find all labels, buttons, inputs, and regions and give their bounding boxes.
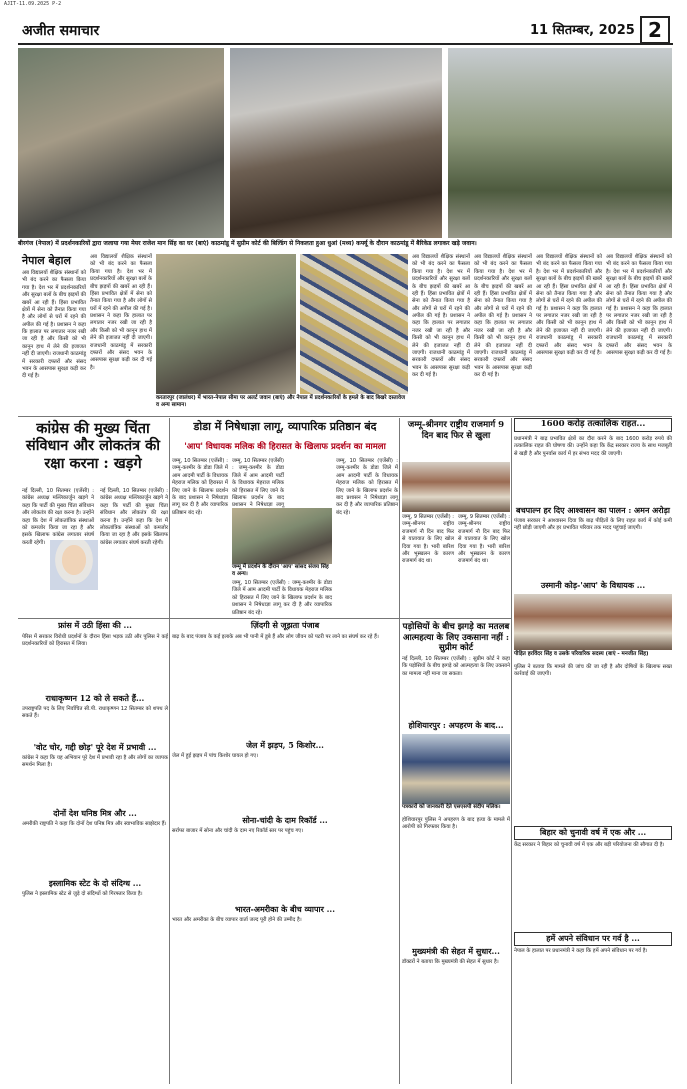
highway-text-col2: जम्मू, 9 सितम्बर (एजेंसी) : जम्मू-श्रीनगर राष्ट्रीय राजमार्ग नौ दिन बाद फिर से यातायात के लिए खोल दिया गया है। भारी बारिश और भूस्खलन के कारण राजमार्ग बंद था। <box>458 514 510 565</box>
vp-text: उपराष्ट्रपति पद के लिए निर्वाचित सी.पी. राधाकृष्णन 12 सितम्बर को शपथ ले सकते हैं। <box>22 706 168 720</box>
doda-caption: जम्मू में प्रदर्शन के दौरान 'आप' सांसद संजय सिंह व अन्य। <box>232 564 329 578</box>
doda-headline: डोडा में निषेधाज्ञा लागू, व्यापारिक प्रतिष्ठान बंद <box>193 420 377 433</box>
highway-headline: जम्मू-श्रीनगर राष्ट्रीय राजमार्ग 9 दिन बाद फिर से खुला <box>407 420 505 441</box>
jail-text: जेल में हुई झड़प में पांच किशोर घायल हो गए। <box>172 753 259 759</box>
punjab-text: बाढ़ के बाद पंजाब के कई इलाके अब भी पानी में डूबे हैं और लोग जीवन को पटरी पर लाने का संघर्ष कर रहे हैं। <box>172 634 379 640</box>
photo-scattered-documents <box>300 254 408 394</box>
india-us-headline: भारत-अमरीका के बीच व्यापार ... <box>235 904 335 914</box>
cm-headline: मुख्यमंत्री की सेहत में सुधार... <box>412 946 500 956</box>
photo-kharge-portrait <box>50 540 98 590</box>
vp-headline: राधाकृष्णन 12 को ले सकते हैं... <box>45 693 145 703</box>
doda-text-col3: जम्मू, 10 सितम्बर (एजेंसी) : जम्मू-कश्मीर के डोडा जिले में आम आदमी पार्टी के विधायक मेहराज मलिक को हिरासत में लिए जाने के खिलाफ प्रदर्शन के बाद प्रशासन ने निषेधाज्ञा लागू कर दी है और व्यापारिक प्रतिष्ठान बंद रहे। <box>232 580 332 616</box>
doda-text-col1: जम्मू, 10 सितम्बर (एजेंसी) : जम्मू-कश्मीर के डोडा जिले में आम आदमी पार्टी के विधायक मेहराज मलिक को हिरासत में लिए जाने के खिलाफ प्रदर्शन के बाद प्रशासन ने निषेधाज्ञा लागू कर दी है और व्यापारिक प्रतिष्ठान बंद रहे। <box>172 458 228 516</box>
supreme-court-text: नई दिल्ली, 10 सितम्बर (एजेंसी) : सुप्रीम कोर्ट ने कहा कि पड़ोसियों के बीच झगड़े को आत्महत्या के लिए उकसाने का मामला नहीं माना जा सकता। <box>402 656 510 677</box>
kharge-text-col1: नई दिल्ली, 10 सितम्बर (एजेंसी) : कांग्रेस अध्यक्ष मल्लिकार्जुन खड़गे ने कहा कि पार्टी की मुख्य चिंता संविधान और लोकतंत्र की रक्षा करना है। उन्होंने कहा कि देश में लोकतांत्रिक संस्थाओं को कमजोर किया जा रहा है और इसके खिलाफ कांग्रेस लगातार संघर्ष करती रहेगी। <box>22 488 94 546</box>
gold-text: सर्राफा बाजार में सोना और चांदी के दाम नए रिकॉर्ड स्तर पर पहुंच गए। <box>172 828 304 834</box>
bihar-headline: बिहार को चुनावी वर्ष में एक और ... <box>514 826 672 840</box>
photo-highway <box>402 462 510 512</box>
paper-name: अजीत समाचार <box>22 23 100 39</box>
constitution-text: नेपाल के हालात पर प्रधानमंत्री ने कहा कि हमें अपने संविधान पर गर्व है। <box>514 948 648 954</box>
bihar-text: केंद्र सरकार ने बिहार को चुनावी वर्ष में एक और बड़ी परियोजना की सौगात दी है। <box>514 842 665 848</box>
kharge-headline: कांग्रेस की मुख्य चिंता संविधान और लोकतंत्र की रक्षा करना : खड़गे <box>25 420 161 472</box>
usmania-text: पुलिस ने बताया कि मामले की जांच की जा रही है और दोषियों के खिलाफ सख्त कार्रवाई की जाएगी। <box>514 664 672 678</box>
photo-supreme-court-smoke <box>230 48 442 238</box>
gold-headline: सोना-चांदी के दाम रिकॉर्ड ... <box>242 815 328 825</box>
hoshiarpur-caption: पत्रकारों को जानकारी देते एसएसपी संदीप मलिक। <box>402 804 501 810</box>
masthead-rule <box>18 43 673 45</box>
islamic-state-text: पुलिस ने इस्लामिक स्टेट से जुड़े दो संदिग्धों को गिरफ्तार किया है। <box>22 891 143 897</box>
section-rule <box>18 416 672 417</box>
hoshiarpur-text: होशियारपुर पुलिस ने अपहरण के बाद हत्या के मामले में आरोपी को गिरफ्तार किया है। <box>402 817 510 831</box>
relief-headline: 1600 करोड़ तत्कालिक राहत... <box>514 418 672 432</box>
photo-hoshiarpur-ssp <box>402 734 510 804</box>
doda-kicker: 'आप' विधायक मलिक की हिरासत के खिलाफ प्रदर्शन का मामला <box>184 442 386 452</box>
photo-birgunj-house <box>18 48 224 238</box>
photo-kathmandu-barricade <box>448 48 672 238</box>
kharge-text-col2: नई दिल्ली, 10 सितम्बर (एजेंसी) : कांग्रेस अध्यक्ष मल्लिकार्जुन खड़गे ने कहा कि पार्टी की मुख्य चिंता संविधान और लोकतंत्र की रक्षा करना है। उन्होंने कहा कि देश में लोकतांत्रिक संस्थाओं को कमजोर किया जा रहा है और इसके खिलाफ कांग्रेस लगातार संघर्ष करती रहेगी। <box>100 488 168 546</box>
usmania-caption: पीड़ित हरविंदर सिंह व उसके परिवारिक सदस्य (बाएं - मनजीत सिंह) <box>514 651 649 657</box>
vote-chor-headline: 'वोट चोर, गद्दी छोड़' पूरे देश में प्रभावी ... <box>33 742 157 752</box>
nepal-text-col6: अब विद्यालयों शैक्षिक संस्थानों को भी बंद करने का फैसला किया गया है। देश भर में प्रदर्शनकारियों और सुरक्षा बलों के बीच झड़पों की खबरें आ रही हैं। हिंसा प्रभावित क्षेत्रों में सेना को तैनात किया गया है और लोगों से घरों में रहने की अपील की गई है। प्रशासन ने कहा कि हालात पर लगातार नजर रखी जा रही है और किसी को भी कानून हाथ में लेने की इजाजत नहीं दी जाएगी। राजधानी काठमांडू में सरकारी दफ्तरों और संसद भवन के आसपास सुरक्षा कड़ी कर दी गई है। <box>606 254 672 356</box>
usmania-headline: उस्मानी कोड़-'आप' के विधायक ... <box>540 580 646 590</box>
islamic-state-headline: इस्लामिक स्टेट के दो संदिग्ध ... <box>48 878 142 888</box>
cm-text: डॉक्टरों ने बताया कि मुख्यमंत्री की सेहत में सुधार है। <box>402 959 499 965</box>
issue-date: 11 सितम्बर, 2025 <box>530 23 635 38</box>
top-caption: बीरगंज (नेपाल) में प्रदर्शनकारियों द्वारा जलाया गया मेयर राजेश मान सिंह का घर (बाएं) काठमांडू में सुप्रीम कोर्ट की बिल्डिंग से निकलता हुआ धुआं (मध्य) कर्फ्यू के दौरान काठमांडू में बैरिकेड लगाकर खड़े जवान। <box>18 240 477 247</box>
column-rule <box>169 418 170 1084</box>
column-rule <box>511 418 512 1084</box>
nepal-text-col2: अब विद्यालयों शैक्षिक संस्थानों को भी बंद करने का फैसला किया गया है। देश भर में प्रदर्शनकारियों और सुरक्षा बलों के बीच झड़पों की खबरें आ रही हैं। हिंसा प्रभावित क्षेत्रों में सेना को तैनात किया गया है और लोगों से घरों में रहने की अपील की गई है। प्रशासन ने कहा कि हालात पर लगातार नजर रखी जा रही है और किसी को भी कानून हाथ में लेने की इजाजत नहीं दी जाएगी। राजधानी काठमांडू में सरकारी दफ्तरों और संसद भवन के आसपास सुरक्षा कड़ी कर दी गई है। <box>90 254 152 371</box>
nepal-text-col1: अब विद्यालयों शैक्षिक संस्थानों को भी बंद करने का फैसला किया गया है। देश भर में प्रदर्शनकारियों और सुरक्षा बलों के बीच झड़पों की खबरें आ रही हैं। हिंसा प्रभावित क्षेत्रों में सेना को तैनात किया गया है और लोगों से घरों में रहने की अपील की गई है। प्रशासन ने कहा कि हालात पर लगातार नजर रखी जा रही है और किसी को भी कानून हाथ में लेने की इजाजत नहीं दी जाएगी। राजधानी काठमांडू में सरकारी दफ्तरों और संसद भवन के आसपास सुरक्षा कड़ी कर दी गई है। <box>22 270 86 380</box>
section-rule <box>18 618 511 619</box>
nepal-text-col3: अब विद्यालयों शैक्षिक संस्थानों को भी बंद करने का फैसला किया गया है। देश भर में प्रदर्शनकारियों और सुरक्षा बलों के बीच झड़पों की खबरें आ रही हैं। हिंसा प्रभावित क्षेत्रों में सेना को तैनात किया गया है और लोगों से घरों में रहने की अपील की गई है। प्रशासन ने कहा कि हालात पर लगातार नजर रखी जा रही है और किसी को भी कानून हाथ में लेने की इजाजत नहीं दी जाएगी। राजधानी काठमांडू में सरकारी दफ्तरों और संसद भवन के आसपास सुरक्षा कड़ी कर दी गई है। <box>412 254 470 378</box>
masthead <box>0 10 687 44</box>
column-rule <box>399 418 400 1084</box>
nepal-title: नेपाल बेहाल <box>22 254 71 267</box>
nepal-text-col5: अब विद्यालयों शैक्षिक संस्थानों को भी बंद करने का फैसला किया गया है। देश भर में प्रदर्शनकारियों और सुरक्षा बलों के बीच झड़पों की खबरें आ रही हैं। हिंसा प्रभावित क्षेत्रों में सेना को तैनात किया गया है और लोगों से घरों में रहने की अपील की गई है। प्रशासन ने कहा कि हालात पर लगातार नजर रखी जा रही है और किसी को भी कानून हाथ में लेने की इजाजत नहीं दी जाएगी। राजधानी काठमांडू में सरकारी दफ्तरों और संसद भवन के आसपास सुरक्षा कड़ी कर दी गई है। <box>536 254 602 356</box>
highway-text-col1: जम्मू, 9 सितम्बर (एजेंसी) : जम्मू-श्रीनगर राष्ट्रीय राजमार्ग नौ दिन बाद फिर से यातायात के लिए खोल दिया गया है। भारी बारिश और भूस्खलन के कारण राजमार्ग बंद था। <box>402 514 454 565</box>
constitution-headline: हमें अपने संविधान पर गर्व है ... <box>514 932 672 946</box>
supreme-court-headline: पड़ोसियों के बीच झगड़े का मतलब आत्महत्या के लिए उकसाना नहीं : सुप्रीम कोर्ट <box>402 622 510 654</box>
vote-chor-text: कांग्रेस ने कहा कि यह अभियान पूरे देश में प्रभावी रहा है और लोगों का व्यापक समर्थन मिला है। <box>22 755 168 769</box>
hoshiarpur-headline: होशियारपुर : अपहरण के बाद... <box>408 720 504 730</box>
doda-text-col2: जम्मू, 10 सितम्बर (एजेंसी) : जम्मू-कश्मीर के डोडा जिले में आम आदमी पार्टी के विधायक मेहराज मलिक को हिरासत में लिए जाने के खिलाफ प्रदर्शन के बाद प्रशासन ने निषेधाज्ञा लागू <box>232 458 284 509</box>
trump-text: अमरीकी राष्ट्रपति ने कहा कि दोनों देश घनिष्ठ मित्र और स्वाभाविक साझेदार हैं। <box>22 821 167 827</box>
photo-doda-protest <box>232 508 332 564</box>
page-number: 2 <box>640 16 670 44</box>
trump-headline: दोनों देश घनिष्ठ मित्र और ... <box>53 808 137 818</box>
india-us-text: भारत और अमरीका के बीच व्यापार वार्ता जल्द पूरी होने की उम्मीद है। <box>172 917 302 923</box>
france-text: पेरिस में सरकार विरोधी प्रदर्शनों के दौरान हिंसा भड़क उठी और पुलिस ने कई प्रदर्शनकारियों को हिरासत में लिया। <box>22 634 168 648</box>
doda-text-col4: जम्मू, 10 सितम्बर (एजेंसी) : जम्मू-कश्मीर के डोडा जिले में आम आदमी पार्टी के विधायक मेहराज मलिक को हिरासत में लिए जाने के खिलाफ प्रदर्शन के बाद प्रशासन ने निषेधाज्ञा लागू कर दी है और व्यापारिक प्रतिष्ठान बंद रहे। <box>336 458 398 516</box>
relief-subhead: बचपाल्न हर दिए आश्वासन का पालन : अमन अरोड़ा <box>516 505 670 515</box>
france-headline: फ्रांस में उठी हिंसा की ... <box>58 620 132 630</box>
relief-text: प्रधानमंत्री ने बाढ़ प्रभावित क्षेत्रों का दौरा करने के बाद 1600 करोड़ रुपये की तत्कालिक राहत की घोषणा की। उन्होंने कहा कि केंद्र सरकार राज्य के साथ मजबूती से खड़ी है और पुनर्वास कार्य में हर संभव मदद की जाएगी। <box>514 436 672 457</box>
photo-border-alert <box>156 254 296 394</box>
relief-sub-text: पंजाब सरकार ने आश्वासन दिया कि बाढ़ पीड़ितों के लिए राहत कार्य में कोई कमी नहीं छोड़ी जाएगी और हर प्रभावित परिवार तक मदद पहुंचाई जाएगी। <box>514 518 672 532</box>
punjab-headline: ज़िंदगी से जूझता पंजाब <box>250 620 320 630</box>
nepal-photo-caption: करतारपुर (जालंधर) में भारत-नेपाल सीमा पर अलर्ट जवान (बाएं) और नेपाल में प्रदर्शनकारियों के हमले के बाद बिखरे दस्तावेज व अन्य सामान। <box>156 395 405 409</box>
nepal-text-col4: अब विद्यालयों शैक्षिक संस्थानों को भी बंद करने का फैसला किया गया है। देश भर में प्रदर्शनकारियों और सुरक्षा बलों के बीच झड़पों की खबरें आ रही हैं। हिंसा प्रभावित क्षेत्रों में सेना को तैनात किया गया है और लोगों से घरों में रहने की अपील की गई है। प्रशासन ने कहा कि हालात पर लगातार नजर रखी जा रही है और किसी को भी कानून हाथ में लेने की इजाजत नहीं दी जाएगी। राजधानी काठमांडू में सरकारी दफ्तरों और संसद भवन के आसपास सुरक्षा कड़ी कर दी गई है। <box>474 254 532 378</box>
page-slug: AJIT-11.09.2025 P-2 <box>4 1 62 7</box>
jail-headline: जेल में झड़प, 5 किशोर... <box>246 740 324 750</box>
photo-usmania-family <box>514 594 672 650</box>
